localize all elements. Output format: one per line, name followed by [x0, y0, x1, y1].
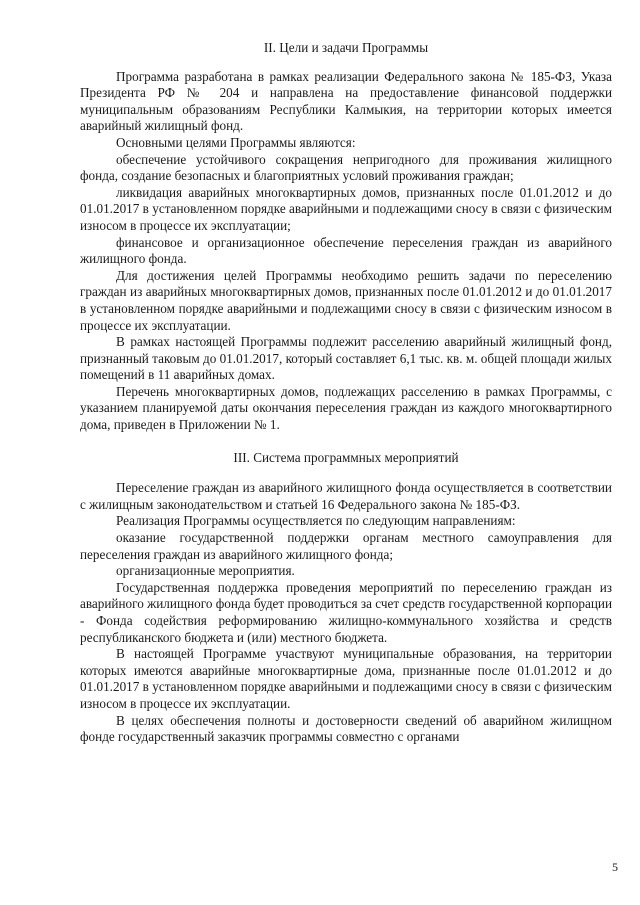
paragraph: Реализация Программы осуществляется по следующим направлениям: [116, 513, 516, 529]
paragraph: организационные мероприятия. [116, 563, 295, 579]
page-number: 5 [612, 860, 618, 874]
paragraph: В целях обеспечения полноты и достоверности сведений об аварийном жилищном фонде государственный заказчик программы совместно с органами [80, 712, 612, 745]
section-3-heading: III. Система программных мероприятий [233, 449, 459, 465]
paragraph: В рамках настоящей Программы подлежит расселению аварийный жилищный фонд, признанный таковым до 01.01.2017, который составляет 6,1 тыс. кв. м. общей площади жилых помещений в 11 аварийных домах. [80, 334, 612, 383]
paragraph: оказание государственной поддержки органам местного самоуправления для переселения граждан из аварийного жилищного фонда; [80, 530, 612, 562]
paragraph: Для достижения целей Программы необходимо решить задачи по переселению граждан из аварийных многоквартирных домов, признанных после 01.01.2012 и до 01.01.2017 в установленном порядке аварийными и подлежащими сносу в связи с физическим износом в процессе их эксплуатации. [80, 267, 612, 333]
paragraph: ликвидация аварийных многоквартирных домов, признанных после 01.01.2012 и до 01.01.2017 в установленном порядке аварийными и подлежащими сносу в связи с физическим износом в процессе их эксплуатации; [80, 184, 612, 233]
paragraph: Программа разработана в рамках реализации Федерального закона № 185-ФЗ, Указа Президента РФ № 204 и направлена на предоставление финансовой поддержки муниципальным образованиям Республики Калмыкия, на территории которых имеется аварийный жилищный фонд. [80, 68, 612, 134]
paragraph: Перечень многоквартирных домов, подлежащих расселению в рамках Программы, с указанием планируемой даты окончания переселения граждан из каждого многоквартирного дома, приведен в Приложении № 1. [80, 383, 612, 433]
page-content [80, 40, 612, 746]
paragraph: Основными целями Программы являются: [116, 134, 356, 150]
paragraph: Государственная поддержка проведения мероприятий по переселению граждан из аварийного жилищного фонда будет проводиться за счет средств государственной корпорации - Фонда содействия реформированию жилищно-коммунального хозяйства и средств республиканского бюджета и (или) местного бюджета. [80, 579, 612, 645]
paragraph: финансовое и организационное обеспечение переселения граждан из аварийного жилищного фонда. [80, 234, 612, 267]
section-2-heading: II. Цели и задачи Программы [263, 40, 429, 55]
paragraph: В настоящей Программе участвуют муниципальные образования, на территории которых имеются аварийные многоквартирные дома, признанные после 01.01.2012 и до 01.01.2017 в установленном порядке аварийными и подлежащими сносу в связи с физическим износом в процессе их эксплуатации. [80, 646, 612, 711]
paragraph: Переселение граждан из аварийного жилищного фонда осуществляется в соответствии с жилищным законодательством и статьей 16 Федерального закона № 185-ФЗ. [80, 480, 612, 512]
paragraph: обеспечение устойчивого сокращения непригодного для проживания жилищного фонда, создание безопасных и благоприятных условий проживания граждан; [80, 151, 612, 184]
